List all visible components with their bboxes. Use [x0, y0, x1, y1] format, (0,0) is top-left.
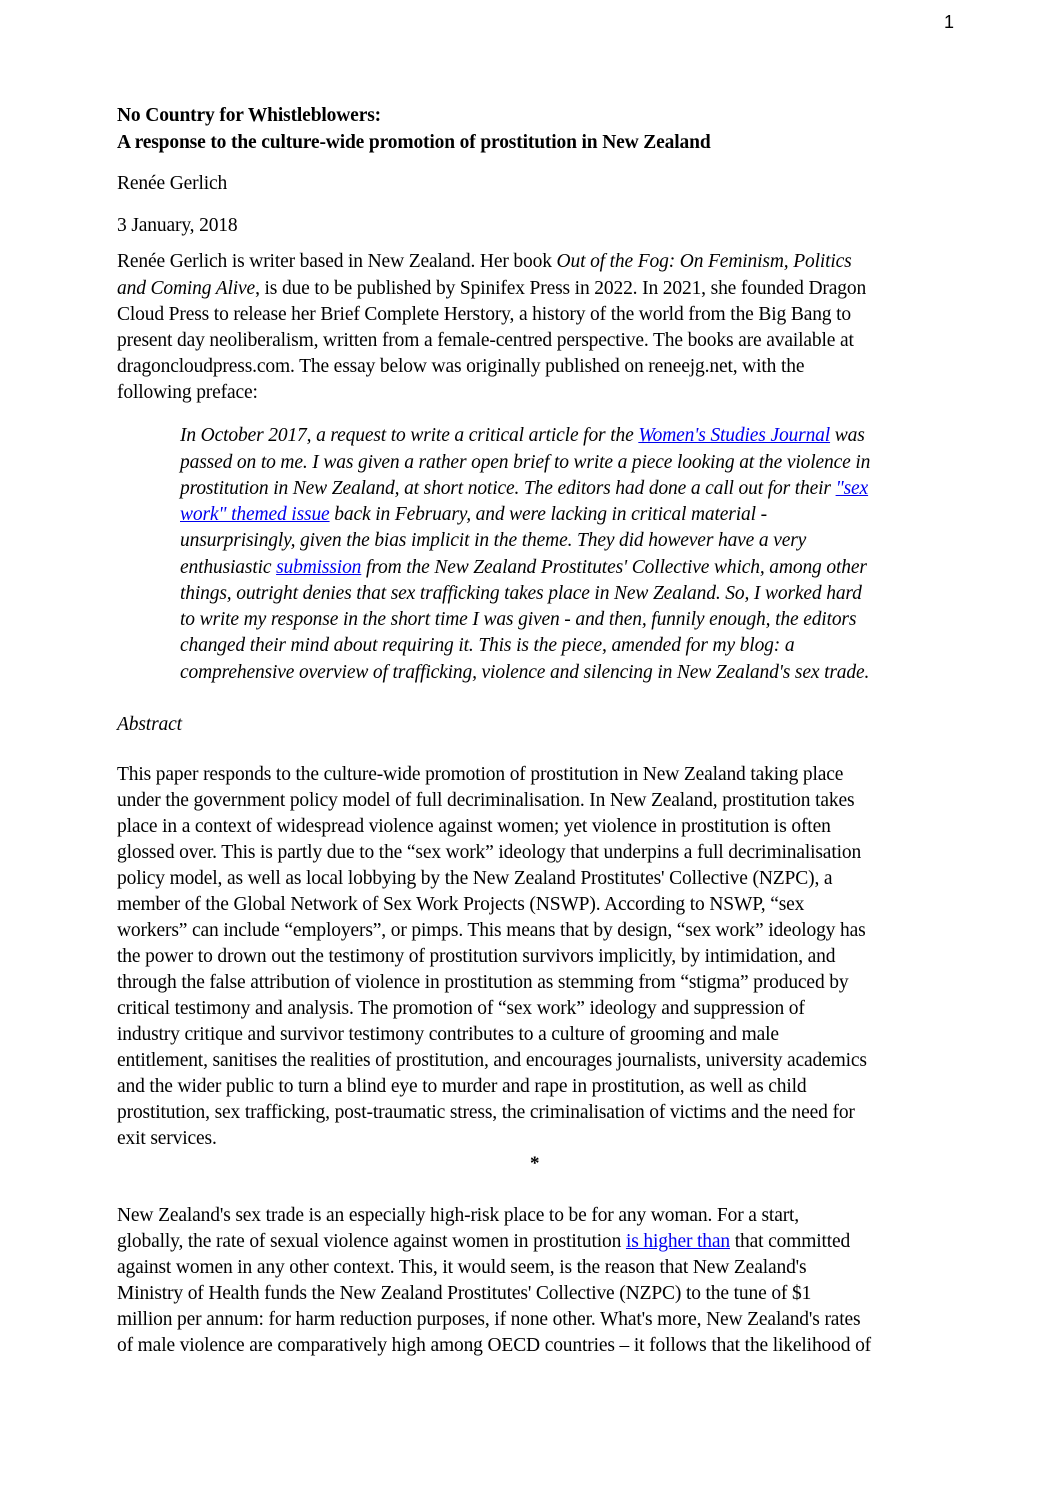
preface-line: [180, 555, 867, 581]
is-higher-than-link[interactable]: is higher than: [625, 1231, 730, 1252]
body-text: that committed: [730, 1231, 851, 1252]
bio-line: [117, 276, 866, 302]
body-line: New Zealand's sex trade is an especially high-risk place to be for any woman. For a start,: [117, 1205, 800, 1226]
abstract-line: place in a context of widespread violence against women; yet violence in prostitution is often: [117, 816, 831, 837]
preface-text: back in February, and were lacking in critical material -: [329, 504, 767, 525]
preface-text: from the New Zealand Prostitutes' Collective which, among other: [361, 557, 867, 578]
abstract-line: through the false attribution of violence in prostitution as stemming from “stigma” produced by: [117, 972, 849, 993]
bio-line: dragoncloudpress.com. The essay below was originally published on reneejg.net, with the: [117, 356, 805, 377]
bio-line: [117, 249, 852, 275]
abstract-line: prostitution, sex trafficking, post-traumatic stress, the criminalisation of victims and the need for: [117, 1102, 855, 1123]
abstract-heading: Abstract: [117, 714, 182, 735]
title-line-1: No Country for Whistleblowers:: [117, 105, 381, 126]
page-number: 1: [944, 12, 955, 32]
themed-issue-link[interactable]: work" themed issue: [180, 504, 330, 525]
body-line: Ministry of Health funds the New Zealand Prostitutes' Collective (NZPC) to the tune of $1: [117, 1283, 812, 1304]
abstract-line: the power to drown out the testimony of prostitution survivors implicitly, by intimidation, and: [117, 946, 836, 967]
preface-text: was: [830, 425, 865, 446]
preface-line: to write my response in the short time I was given - and then, funnily enough, the editors: [180, 609, 857, 630]
bio-text: , is due to be published by Spinifex Press in 2022. In 2021, she founded Dragon: [255, 278, 867, 299]
title-line-2: A response to the culture-wide promotion of prostitution in New Zealand: [117, 132, 711, 153]
preface-line: comprehensive overview of trafficking, violence and silencing in New Zealand's sex trade.: [180, 662, 870, 683]
author: Renée Gerlich: [117, 173, 228, 194]
bio-line: present day neoliberalism, written from a female-centred perspective. The books are available at: [117, 330, 854, 351]
preface-line: [180, 476, 868, 502]
preface-text: prostitution in New Zealand, at short notice. The editors had done a call out for their: [180, 478, 836, 499]
abstract-line: This paper responds to the culture-wide promotion of prostitution in New Zealand taking place: [117, 764, 844, 785]
preface-line: things, outright denies that sex trafficking takes place in New Zealand. So, I worked hard: [180, 583, 862, 604]
preface-line: changed their mind about requiring it. This is the piece, amended for my blog: a: [180, 635, 795, 656]
themed-issue-link[interactable]: "sex: [835, 478, 869, 499]
submission-link[interactable]: submission: [276, 557, 362, 578]
abstract-line: member of the Global Network of Sex Work Projects (NSWP). According to NSWP, “sex: [117, 894, 805, 915]
body-line: against women in any other context. This, it would seem, is the reason that New Zealand's: [117, 1257, 807, 1278]
preface-line: [180, 423, 865, 449]
abstract-line: exit services.: [117, 1128, 217, 1149]
abstract-line: glossed over. This is partly due to the “sex work” ideology that underpins a full decriminalisation: [117, 842, 862, 863]
book-title: Out of the Fog: On Feminism, Politics: [556, 251, 852, 272]
body-text: globally, the rate of sexual violence against women in prostitution: [117, 1231, 626, 1252]
abstract-line: industry critique and survivor testimony contributes to a culture of grooming and male: [117, 1024, 779, 1045]
body-line: of male violence are comparatively high among OECD countries – it follows that the likelihood of: [117, 1335, 872, 1356]
book-title: and Coming Alive: [117, 278, 256, 299]
date: 3 January, 2018: [117, 215, 238, 236]
abstract-line: entitlement, sanitises the realities of prostitution, and encourages journalists, university academics: [117, 1050, 867, 1071]
preface-text: In October 2017, a request to write a critical article for the: [180, 425, 639, 446]
abstract-line: and the wider public to turn a blind eye to murder and rape in prostitution, as well as child: [117, 1076, 807, 1097]
preface-line: [180, 502, 767, 528]
preface-line: unsurprisingly, given the bias implicit in the theme. They did however have a very: [180, 530, 807, 551]
bio-text: Renée Gerlich is writer based in New Zealand. Her book: [117, 251, 557, 272]
womens-studies-journal-link[interactable]: Women's Studies Journal: [638, 425, 831, 446]
section-separator: *: [530, 1153, 540, 1174]
body-line: [117, 1229, 850, 1255]
bio-line: following preface:: [117, 382, 258, 403]
preface-text: enthusiastic: [180, 557, 277, 578]
abstract-line: critical testimony and analysis. The promotion of “sex work” ideology and suppression of: [117, 998, 805, 1019]
abstract-line: policy model, as well as local lobbying by the New Zealand Prostitutes' Collective (NZPC), a: [117, 868, 833, 889]
abstract-line: under the government policy model of full decriminalisation. In New Zealand, prostitution takes: [117, 790, 855, 811]
body-line: million per annum: for harm reduction purposes, if none other. What's more, New Zealand's rates: [117, 1309, 861, 1330]
bio-line: Cloud Press to release her Brief Complete Herstory, a history of the world from the Big Bang to: [117, 304, 851, 325]
abstract-line: workers” can include “employers”, or pimps. This means that by design, “sex work” ideology has: [117, 920, 866, 941]
preface-line: passed on to me. I was given a rather open brief to write a piece looking at the violence in: [180, 452, 871, 473]
